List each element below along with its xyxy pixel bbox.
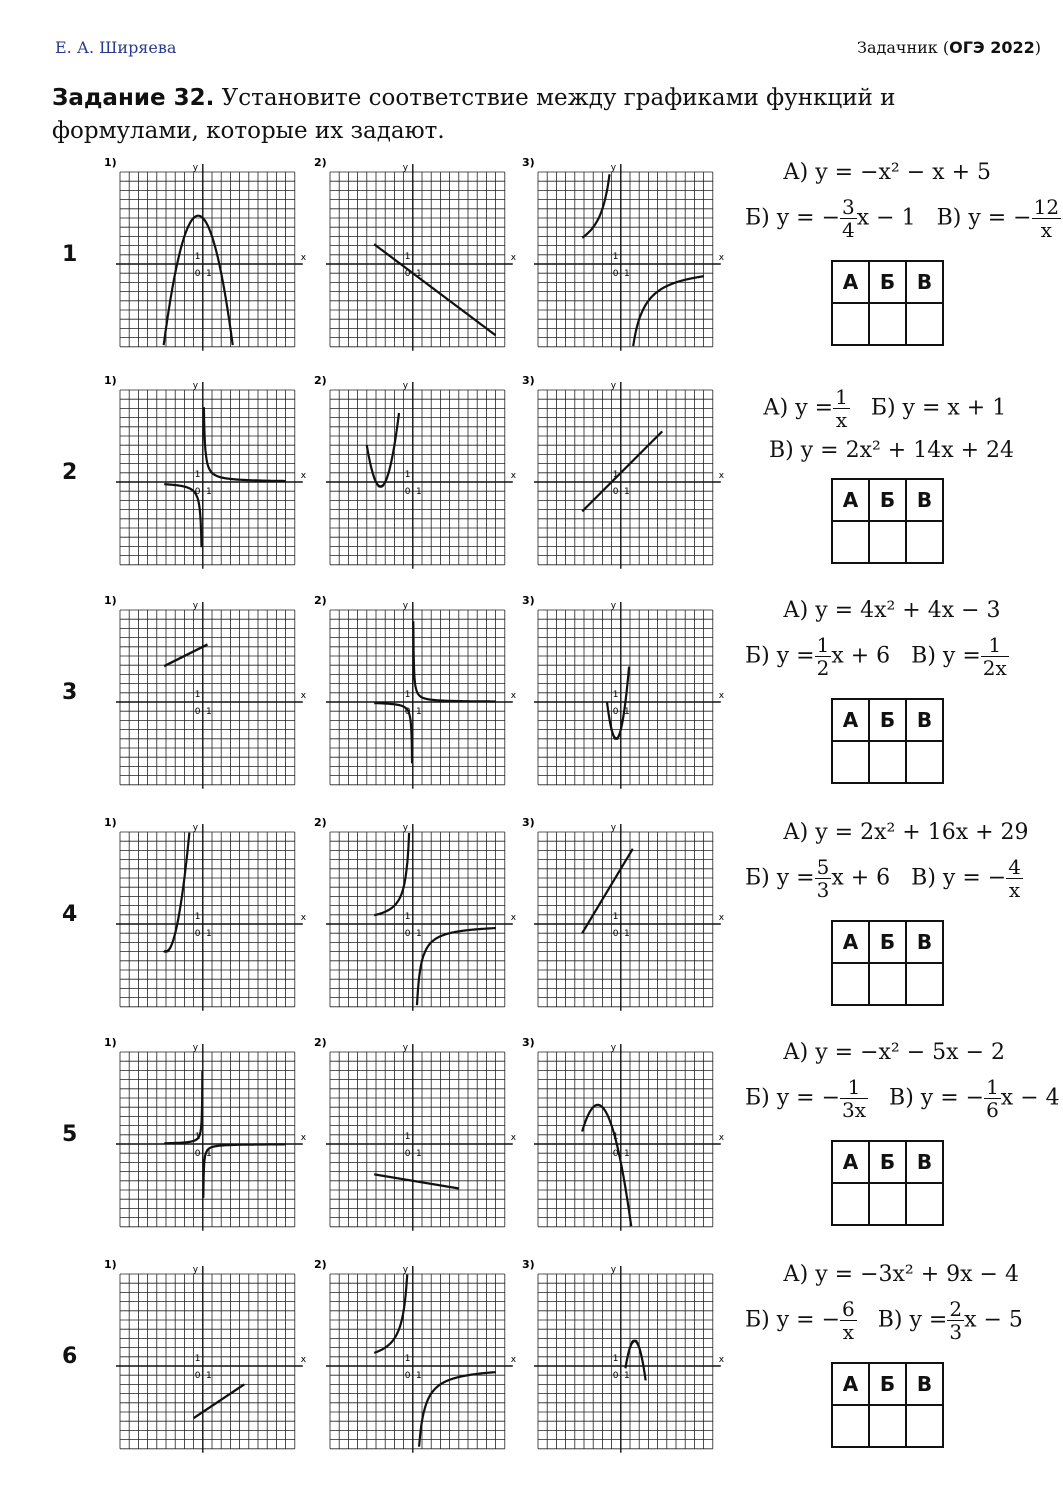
- function-curve: [582, 174, 609, 238]
- answer-cell[interactable]: [869, 741, 906, 783]
- y-axis-label: y: [192, 381, 199, 391]
- grid: [538, 1052, 713, 1227]
- task-row: [0, 1036, 1063, 1255]
- answer-header: А: [832, 921, 869, 963]
- grid: [120, 1052, 295, 1227]
- function-graph: [104, 594, 312, 798]
- fraction: $\frac{5}{3}$: [816, 855, 830, 902]
- formula-line-2: Б) y = $\frac{1}{2}$ x + 6 В) y = $\frac{1}{2x}$: [745, 633, 1007, 680]
- x-axis-label: x: [510, 1355, 517, 1365]
- axes: [116, 1266, 303, 1453]
- axes: [326, 382, 513, 569]
- graph-number: 2): [314, 816, 327, 829]
- x-unit-label: 1: [206, 269, 212, 279]
- graph-number: 1): [104, 1258, 117, 1271]
- x-axis-label: x: [300, 691, 307, 701]
- function-graph: [522, 156, 730, 360]
- answer-header: А: [832, 699, 869, 741]
- answer-cell[interactable]: [906, 303, 943, 345]
- x-axis-label: x: [300, 913, 307, 923]
- x-unit-label: 1: [416, 487, 422, 497]
- x-unit-label: 1: [416, 707, 422, 717]
- grid: [120, 610, 295, 785]
- author-name: Е. А. Ширяева: [55, 38, 177, 57]
- graph-1: [104, 1036, 312, 1240]
- y-axis-label: y: [610, 1043, 617, 1053]
- x-unit-label: 1: [416, 1149, 422, 1159]
- origin-label: 0: [404, 1149, 411, 1159]
- origin-label: 0: [612, 1371, 619, 1381]
- row-number: 1: [62, 242, 78, 267]
- axes: [116, 602, 303, 789]
- graph-3: [522, 156, 730, 360]
- formula-line-2: Б) y = − $\frac{1}{3x}$ В) y = − $\frac{1}{6}$ x − 4: [745, 1075, 1060, 1122]
- y-unit-label: 1: [404, 1353, 411, 1364]
- formula-line-1: А) y = −x² − 5x − 2: [783, 1040, 1005, 1065]
- x-unit-label: 1: [416, 1371, 422, 1381]
- function-graph: [314, 156, 522, 360]
- function-graph: [104, 1036, 312, 1240]
- answer-header: Б: [869, 1363, 906, 1405]
- answer-header: В: [906, 261, 943, 303]
- function-curve: [607, 667, 629, 739]
- formula-line-1: А) y = −x² − x + 5: [783, 160, 991, 185]
- graph-3: [522, 1258, 730, 1462]
- answer-table: [831, 478, 944, 564]
- function-curve: [164, 484, 201, 547]
- graph-2: [314, 374, 522, 578]
- y-axis-label: y: [402, 163, 409, 173]
- graph-1: [104, 816, 312, 1020]
- x-axis-label: x: [300, 471, 307, 481]
- x-unit-label: 1: [206, 707, 212, 717]
- answer-cell[interactable]: [832, 1405, 869, 1447]
- origin-label: 0: [404, 269, 411, 279]
- answer-cell[interactable]: [906, 521, 943, 563]
- origin-label: 0: [612, 1149, 619, 1159]
- formula-line-2: Б) y = − $\frac{6}{x}$ В) y = $\frac{2}{3}$ x − 5: [745, 1297, 1023, 1344]
- formula-line-2: Б) y = $\frac{5}{3}$ x + 6 В) y = − $\frac{4}{x}$: [745, 855, 1021, 902]
- formula-line-1: А) y = 4x² + 4x − 3: [783, 598, 1001, 623]
- answer-cell[interactable]: [869, 1405, 906, 1447]
- function-graph: [522, 1258, 730, 1462]
- x-axis-label: x: [510, 253, 517, 263]
- row-number: 3: [62, 680, 78, 705]
- axes: [326, 1266, 513, 1453]
- graph-1: [104, 374, 312, 578]
- task-row: [0, 816, 1063, 1035]
- answer-header: А: [832, 261, 869, 303]
- graph-number: 3): [522, 374, 535, 387]
- function-curve: [164, 216, 233, 345]
- y-unit-label: 1: [612, 469, 619, 480]
- graph-number: 3): [522, 1258, 535, 1271]
- graph-number: 1): [104, 156, 117, 169]
- function-curve: [204, 407, 286, 481]
- axes: [116, 164, 303, 351]
- graph-number: 2): [314, 374, 327, 387]
- answer-cell[interactable]: [832, 963, 869, 1005]
- y-axis-label: y: [610, 381, 617, 391]
- y-axis-label: y: [402, 823, 409, 833]
- x-unit-label: 1: [624, 487, 630, 497]
- axes: [534, 164, 721, 351]
- graph-2: [314, 1036, 522, 1240]
- function-graph: [522, 374, 730, 578]
- formula-line-2: Б) y = − $\frac{3}{4}$ x − 1 В) y = − $\frac{12}{x}$: [745, 195, 1060, 242]
- answer-cell[interactable]: [906, 1405, 943, 1447]
- function-graph: [314, 1036, 522, 1240]
- function-curve: [633, 276, 703, 346]
- fraction: $\frac{1}{x}$: [835, 385, 848, 432]
- x-unit-label: 1: [624, 929, 630, 939]
- fraction: $\frac{12}{x}$: [1033, 195, 1060, 242]
- graph-1: [104, 594, 312, 798]
- graph-3: [522, 816, 730, 1020]
- graph-3: [522, 1036, 730, 1240]
- function-graph: [522, 594, 730, 798]
- y-axis-label: y: [402, 381, 409, 391]
- y-unit-label: 1: [404, 251, 411, 262]
- origin-label: 0: [194, 707, 201, 717]
- answer-cell[interactable]: [906, 1183, 943, 1225]
- function-graph: [522, 1036, 730, 1240]
- answer-header: В: [906, 479, 943, 521]
- grid: [538, 1274, 713, 1449]
- function-curve: [582, 849, 633, 933]
- function-curve: [419, 1372, 496, 1447]
- y-axis-label: y: [610, 1265, 617, 1275]
- x-axis-label: x: [718, 913, 725, 923]
- x-unit-label: 1: [416, 269, 422, 279]
- graph-number: 2): [314, 156, 327, 169]
- x-unit-label: 1: [624, 1371, 630, 1381]
- answer-header: Б: [869, 479, 906, 521]
- task-statement: [52, 82, 1042, 148]
- y-unit-label: 1: [612, 251, 619, 262]
- axes: [326, 164, 513, 351]
- x-axis-label: x: [510, 1133, 517, 1143]
- graph-3: [522, 374, 730, 578]
- row-number: 2: [62, 460, 78, 485]
- graph-number: 3): [522, 1036, 535, 1049]
- task-row: [0, 1258, 1063, 1477]
- function-graph: [314, 1258, 522, 1462]
- axes: [116, 382, 303, 569]
- fraction: $\frac{1}{6}$: [986, 1075, 999, 1122]
- fraction: $\frac{4}{x}$: [1008, 855, 1021, 902]
- answer-cell[interactable]: [869, 1183, 906, 1225]
- answer-header: В: [906, 1141, 943, 1183]
- y-unit-label: 1: [404, 469, 411, 480]
- function-graph: [314, 374, 522, 578]
- y-unit-label: 1: [404, 911, 411, 922]
- grid: [120, 172, 295, 347]
- origin-label: 0: [612, 487, 619, 497]
- function-curve: [374, 1174, 459, 1188]
- axes: [534, 824, 721, 1011]
- answer-table: [831, 1140, 944, 1226]
- y-axis-label: y: [402, 1043, 409, 1053]
- x-unit-label: 1: [206, 929, 212, 939]
- x-unit-label: 1: [624, 269, 630, 279]
- graph-number: 1): [104, 816, 117, 829]
- x-axis-label: x: [510, 471, 517, 481]
- x-unit-label: 1: [206, 1149, 212, 1159]
- function-curve: [582, 1105, 631, 1226]
- function-graph: [104, 374, 312, 578]
- answer-table: [831, 260, 944, 346]
- function-curve: [374, 1275, 407, 1353]
- y-axis-label: y: [192, 823, 199, 833]
- origin-label: 0: [194, 929, 201, 939]
- origin-label: 0: [404, 1371, 411, 1381]
- y-unit-label: 1: [194, 1131, 201, 1142]
- y-unit-label: 1: [612, 689, 619, 700]
- grid: [538, 390, 713, 565]
- answer-header: А: [832, 479, 869, 521]
- origin-label: 0: [404, 707, 411, 717]
- task-row: [0, 374, 1063, 593]
- row-number: 6: [62, 1344, 78, 1369]
- x-axis-label: x: [300, 1133, 307, 1143]
- x-unit-label: 1: [206, 487, 212, 497]
- graph-number: 1): [104, 374, 117, 387]
- origin-label: 0: [612, 707, 619, 717]
- book-title: Задачник (ОГЭ 2022): [856, 38, 1041, 57]
- axes: [326, 1044, 513, 1231]
- answer-cell[interactable]: [906, 741, 943, 783]
- graph-1: [104, 156, 312, 360]
- answer-cell[interactable]: [832, 741, 869, 783]
- fraction: $\frac{6}{x}$: [842, 1297, 855, 1344]
- answer-cell[interactable]: [869, 303, 906, 345]
- graph-number: 1): [104, 1036, 117, 1049]
- y-unit-label: 1: [612, 1353, 619, 1364]
- row-number: 4: [62, 902, 78, 927]
- answer-table: [831, 920, 944, 1006]
- function-curve: [194, 1384, 245, 1418]
- axes: [534, 382, 721, 569]
- graph-2: [314, 594, 522, 798]
- task-text: Установите соответствие между графиками функций и формулами, которые их задают.: [52, 85, 896, 144]
- x-unit-label: 1: [624, 1149, 630, 1159]
- fraction: $\frac{1}{2}$: [816, 633, 830, 680]
- axes: [116, 1044, 303, 1231]
- grid: [120, 390, 295, 565]
- x-axis-label: x: [510, 913, 517, 923]
- answer-header: Б: [869, 921, 906, 963]
- formula-line-1: А) y = −3x² + 9x − 4: [783, 1262, 1019, 1287]
- graph-number: 2): [314, 594, 327, 607]
- x-axis-label: x: [718, 471, 725, 481]
- x-unit-label: 1: [416, 929, 422, 939]
- graph-2: [314, 156, 522, 360]
- graph-number: 3): [522, 594, 535, 607]
- x-axis-label: x: [718, 691, 725, 701]
- answer-header: А: [832, 1363, 869, 1405]
- grid: [120, 832, 295, 1007]
- graph-number: 1): [104, 594, 117, 607]
- graph-3: [522, 594, 730, 798]
- function-curve: [417, 928, 496, 1005]
- formula-line-1: А) y = 2x² + 16x + 29: [783, 820, 1029, 845]
- origin-label: 0: [404, 929, 411, 939]
- y-axis-label: y: [192, 601, 199, 611]
- answer-header: В: [906, 921, 943, 963]
- grid: [120, 1274, 295, 1449]
- origin-label: 0: [612, 929, 619, 939]
- x-axis-label: x: [300, 253, 307, 263]
- graph-number: 2): [314, 1036, 327, 1049]
- fraction: $\frac{1}{3x}$: [842, 1075, 867, 1122]
- function-graph: [104, 1258, 312, 1462]
- y-unit-label: 1: [194, 1353, 201, 1364]
- y-unit-label: 1: [612, 1131, 619, 1142]
- row-number: 5: [62, 1122, 78, 1147]
- answer-cell[interactable]: [832, 521, 869, 563]
- y-axis-label: y: [402, 601, 409, 611]
- function-graph: [104, 156, 312, 360]
- y-unit-label: 1: [194, 911, 201, 922]
- origin-label: 0: [404, 487, 411, 497]
- grid: [330, 1274, 505, 1449]
- answer-cell[interactable]: [906, 963, 943, 1005]
- answer-cell[interactable]: [869, 521, 906, 563]
- y-unit-label: 1: [404, 689, 411, 700]
- origin-label: 0: [194, 1371, 201, 1381]
- y-unit-label: 1: [404, 1131, 411, 1142]
- graph-number: 2): [314, 1258, 327, 1271]
- answer-header: Б: [869, 261, 906, 303]
- fraction: $\frac{3}{4}$: [842, 195, 855, 242]
- grid: [330, 610, 505, 785]
- grid: [330, 832, 505, 1007]
- axes: [116, 824, 303, 1011]
- function-graph: [522, 816, 730, 1020]
- grid: [330, 172, 505, 347]
- function-curve: [582, 431, 662, 511]
- function-graph: [314, 816, 522, 1020]
- y-unit-label: 1: [612, 911, 619, 922]
- y-axis-label: y: [192, 163, 199, 173]
- answer-table: [831, 1362, 944, 1448]
- graph-number: 3): [522, 156, 535, 169]
- axes: [534, 602, 721, 789]
- y-axis-label: y: [402, 1265, 409, 1275]
- fraction: $\frac{2}{3}$: [949, 1297, 963, 1344]
- y-unit-label: 1: [194, 469, 201, 480]
- task-row: [0, 594, 1063, 813]
- formula-line-1: А) y = $\frac{1}{x}$ Б) y = x + 1: [763, 385, 1007, 432]
- task-label: Задание 32.: [52, 85, 215, 111]
- answer-header: А: [832, 1141, 869, 1183]
- origin-label: 0: [194, 487, 201, 497]
- answer-cell[interactable]: [869, 963, 906, 1005]
- function-graph: [104, 816, 312, 1020]
- y-unit-label: 1: [194, 251, 201, 262]
- y-unit-label: 1: [194, 689, 201, 700]
- function-graph: [314, 594, 522, 798]
- function-curve: [164, 645, 207, 667]
- grid: [330, 1052, 505, 1227]
- answer-header: В: [906, 1363, 943, 1405]
- task-row: [0, 156, 1063, 375]
- y-axis-label: y: [610, 163, 617, 173]
- answer-table: [831, 698, 944, 784]
- graph-1: [104, 1258, 312, 1462]
- y-axis-label: y: [610, 823, 617, 833]
- x-unit-label: 1: [206, 1371, 212, 1381]
- y-axis-label: y: [192, 1265, 199, 1275]
- fraction: $\frac{1}{2x}$: [982, 633, 1007, 680]
- origin-label: 0: [194, 269, 201, 279]
- graph-number: 3): [522, 816, 535, 829]
- origin-label: 0: [194, 1149, 201, 1159]
- y-axis-label: y: [192, 1043, 199, 1053]
- y-axis-label: y: [610, 601, 617, 611]
- x-unit-label: 1: [624, 707, 630, 717]
- x-axis-label: x: [510, 691, 517, 701]
- answer-header: Б: [869, 1141, 906, 1183]
- grid: [538, 832, 713, 1007]
- answer-cell[interactable]: [832, 1183, 869, 1225]
- graph-2: [314, 816, 522, 1020]
- grid: [330, 390, 505, 565]
- formula-line-2: В) y = 2x² + 14x + 24: [769, 438, 1015, 463]
- answer-cell[interactable]: [832, 303, 869, 345]
- answer-header: Б: [869, 699, 906, 741]
- graph-2: [314, 1258, 522, 1462]
- x-axis-label: x: [718, 253, 725, 263]
- x-axis-label: x: [718, 1133, 725, 1143]
- function-curve: [413, 621, 495, 701]
- x-axis-label: x: [718, 1355, 725, 1365]
- answer-header: В: [906, 699, 943, 741]
- origin-label: 0: [612, 269, 619, 279]
- x-axis-label: x: [300, 1355, 307, 1365]
- grid: [538, 172, 713, 347]
